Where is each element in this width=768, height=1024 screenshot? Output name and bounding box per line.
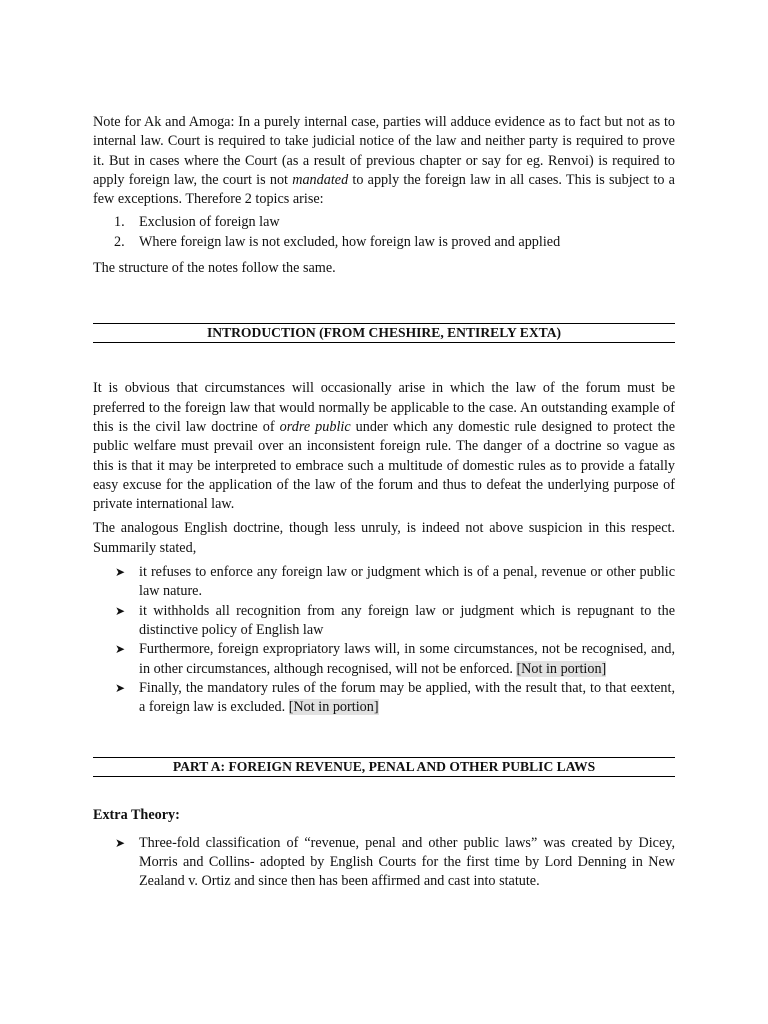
note-emphasis: mandated: [292, 171, 349, 188]
list-number: 1.: [114, 214, 125, 231]
list-item: [93, 233, 675, 252]
arrow-bullet-icon: ➤: [115, 565, 126, 580]
intro-heading: INTRODUCTION (FROM CHESHIRE, ENTIRELY EXTA): [93, 323, 675, 343]
intro-bullet-list: [93, 563, 675, 717]
arrow-bullet-icon: ➤: [115, 603, 126, 618]
list-item: [93, 679, 675, 718]
note-text-1: Note for Ak and Amoga: In a purely internal case, parties will adduce evidence as to fact but not as to internal law. Court is required to take judicial notice of the law and neither party is required to prove it. But in cases where the Court (as a result of previous chapter or say for eg. Renvoi) is required to apply foreign law, the court is not: [93, 114, 675, 188]
note-paragraph: [93, 113, 675, 209]
bullet-text: Three-fold classification of “revenue, penal and other public laws” was created by Dicey, Morris and Collins- adopted by English Courts for the first time by Lord Denning in New Zealand v. Ortiz and since then has been affirmed and cast into statute.: [139, 834, 675, 890]
list-text: Exclusion of foreign law: [139, 214, 280, 231]
intro-paragraph-2: The analogous English doctrine, though less unruly, is indeed not above suspicion in this respect. Summarily stated,: [93, 520, 675, 556]
list-text: Where foreign law is not excluded, how foreign law is proved and applied: [139, 233, 561, 250]
list-number: 2.: [114, 233, 125, 250]
intro-emphasis: ordre public: [279, 418, 351, 435]
part-a-bullet-list: [93, 834, 675, 892]
bullet-text: it withholds all recognition from any foreign law or judgment which is repugnant to the distinctive policy of English law: [139, 602, 675, 638]
part-a-heading: PART A: FOREIGN REVENUE, PENAL AND OTHER PUBLIC LAWS: [93, 757, 675, 777]
note-text-2: to apply the foreign law in all cases. This is subject to a few exceptions. Therefore 2 topics arise:: [93, 171, 675, 208]
bullet-text: it refuses to enforce any foreign law or judgment which is of a penal, revenue or other public law nature.: [139, 564, 675, 600]
list-item: [93, 213, 675, 232]
intro-text-1: It is obvious that circumstances will occasionally arise in which the law of the forum must be preferred to the foreign law that would normally be applicable to the case. An outstanding example of this is the civil law doctrine of: [93, 380, 675, 435]
arrow-bullet-icon: ➤: [115, 642, 126, 657]
list-item: [93, 640, 675, 679]
list-item: [93, 602, 675, 641]
arrow-bullet-icon: ➤: [115, 680, 126, 695]
extra-theory-title: Extra Theory:: [93, 807, 180, 824]
structure-note: The structure of the notes follow the same.: [93, 260, 336, 277]
list-item: [93, 834, 675, 892]
document-content: [93, 113, 675, 892]
bullet-text: Furthermore, foreign expropriatory laws will, in some circumstances, not be recognised, and, in other circumstances, although recognised, will not be enforced.: [139, 641, 675, 677]
intro-paragraph-1: [93, 379, 675, 514]
list-item: [93, 563, 675, 602]
intro-text-2: under which any domestic rule designed to protect the public welfare must prevail over an inconsistent foreign rule. The danger of a doctrine so vague as this is that it may be interpreted to embrace such a multitude of domestic rules as to provide a fatally easy excuse for the application of the law of the forum and thus to defeat the underlying purpose of private international law.: [93, 418, 675, 513]
topics-list: [93, 213, 675, 252]
bullet-text: Finally, the mandatory rules of the forum may be applied, with the result that, to that eextent, a foreign law is excluded.: [139, 679, 675, 716]
not-in-portion-tag: [Not in portion]: [516, 660, 607, 677]
arrow-bullet-icon: ➤: [115, 835, 126, 850]
not-in-portion-tag: [Not in portion]: [288, 699, 379, 716]
